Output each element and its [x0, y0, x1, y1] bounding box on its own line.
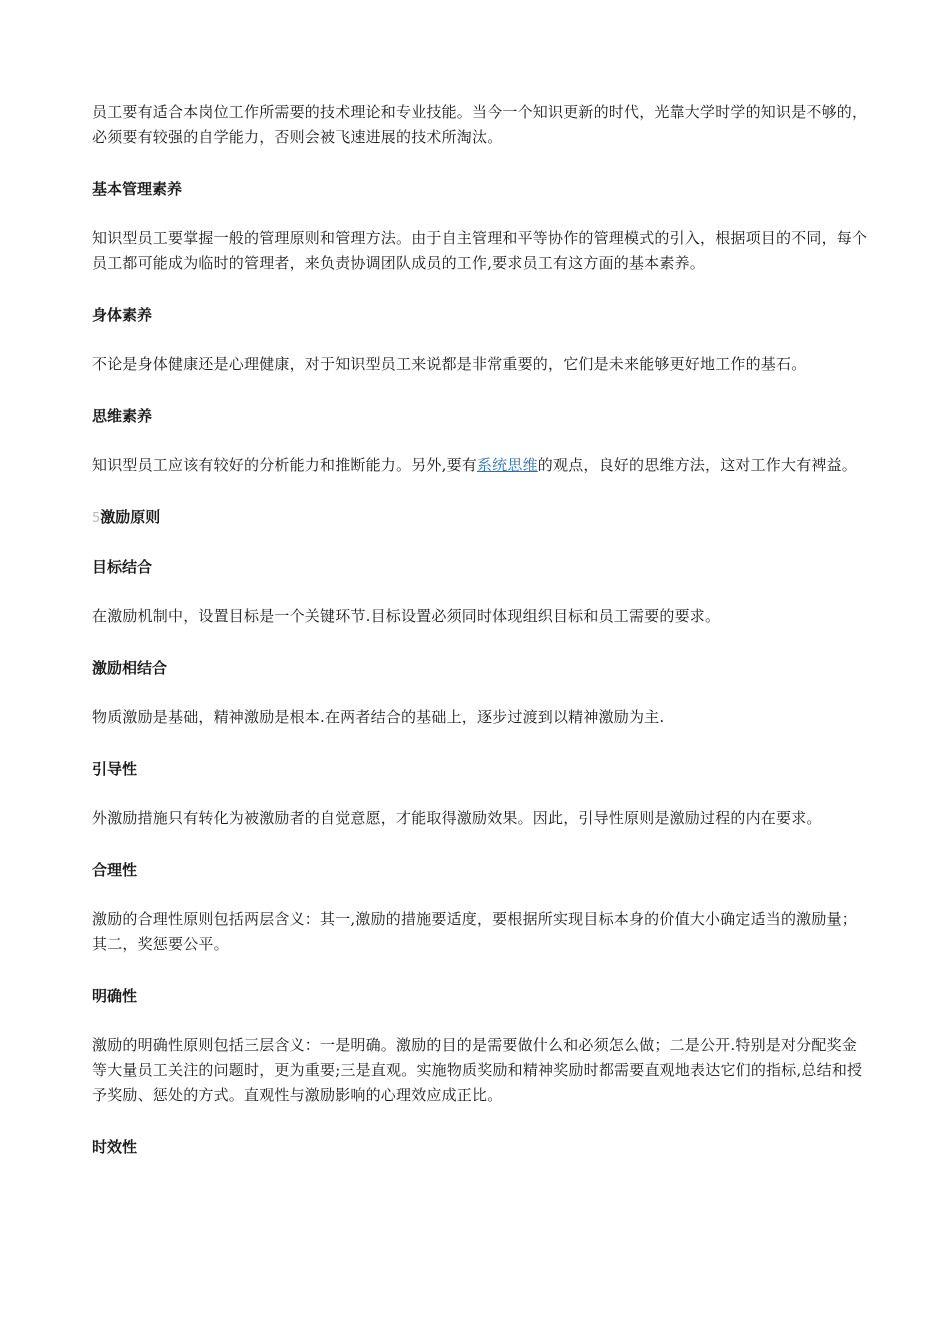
paragraph-physical-literacy: 不论是身体健康还是心理健康，对于知识型员工来说都是非常重要的，它们是未来能够更好地工作的基石。 [92, 355, 807, 373]
systems-thinking-link[interactable]: 系统思维 [476, 456, 538, 474]
paragraph-goal-combination: 在激励机制中，设置目标是一个关键环节.目标设置必须同时体现组织目标和员工需要的要求。 [92, 607, 721, 625]
paragraph-management-literacy: 知识型员工要掌握一般的管理原则和管理方法。由于自主管理和平等协作的管理模式的引入，根据项目的不同，每个员工都可能成为临时的管理者，来负责协调团队成员的工作,要求员工有这方面的基本素养。 [92, 229, 868, 272]
paragraph-clarity: 激励的明确性原则包括三层含义：一是明确。激励的目的是需要做什么和必须怎么做；二是公开.特别是对分配奖金等大量员工关注的问题时，更为重要;三是直观。实施物质奖励和精神奖励时都需要直观地表达它们的指标,总结和授予奖励、惩处的方式。直观性与激励影响的心理效应成正比。 [92, 1036, 863, 1104]
thinking-text-before: 知识型员工应该有较好的分析能力和推断能力。另外,要有 [92, 456, 477, 474]
heading-timeliness: 时效性 [92, 1138, 138, 1156]
heading-incentive-combination: 激励相结合 [92, 659, 168, 677]
section-heading-incentive-principles [92, 506, 872, 530]
heading-guidance: 引导性 [92, 760, 138, 778]
thinking-text-after: 的观点，良好的思维方法，这对工作大有裨益。 [537, 456, 857, 474]
heading-goal-combination: 目标结合 [92, 558, 153, 576]
document-page [92, 100, 872, 1158]
paragraph-incentive-combination: 物质激励是基础，精神激励是根本.在两者结合的基础上，逐步过渡到以精神激励为主. [92, 708, 665, 726]
heading-management-literacy: 基本管理素养 [92, 180, 183, 198]
heading-clarity: 明确性 [92, 987, 138, 1005]
paragraph-guidance: 外激励措施只有转化为被激励者的自觉意愿，才能取得激励效果。因此，引导性原则是激励过程的内在要求。 [92, 809, 822, 827]
heading-thinking-literacy: 思维素养 [92, 407, 153, 425]
heading-rationality: 合理性 [92, 861, 138, 879]
section-title: 激励原则 [100, 508, 161, 526]
heading-physical-literacy: 身体素养 [92, 306, 153, 324]
paragraph-professional-skills: 员工要有适合本岗位工作所需要的技术理论和专业技能。当今一个知识更新的时代，光靠大学时学的知识是不够的，必须要有较强的自学能力，否则会被飞速进展的技术所淘汰。 [92, 103, 868, 146]
section-number: 5 [92, 511, 101, 526]
paragraph-thinking-literacy [92, 453, 872, 478]
paragraph-rationality: 激励的合理性原则包括两层含义：其一,激励的措施要适度，要根据所实现目标本身的价值大小确定适当的激励量；其二，奖惩要公平。 [92, 910, 857, 953]
